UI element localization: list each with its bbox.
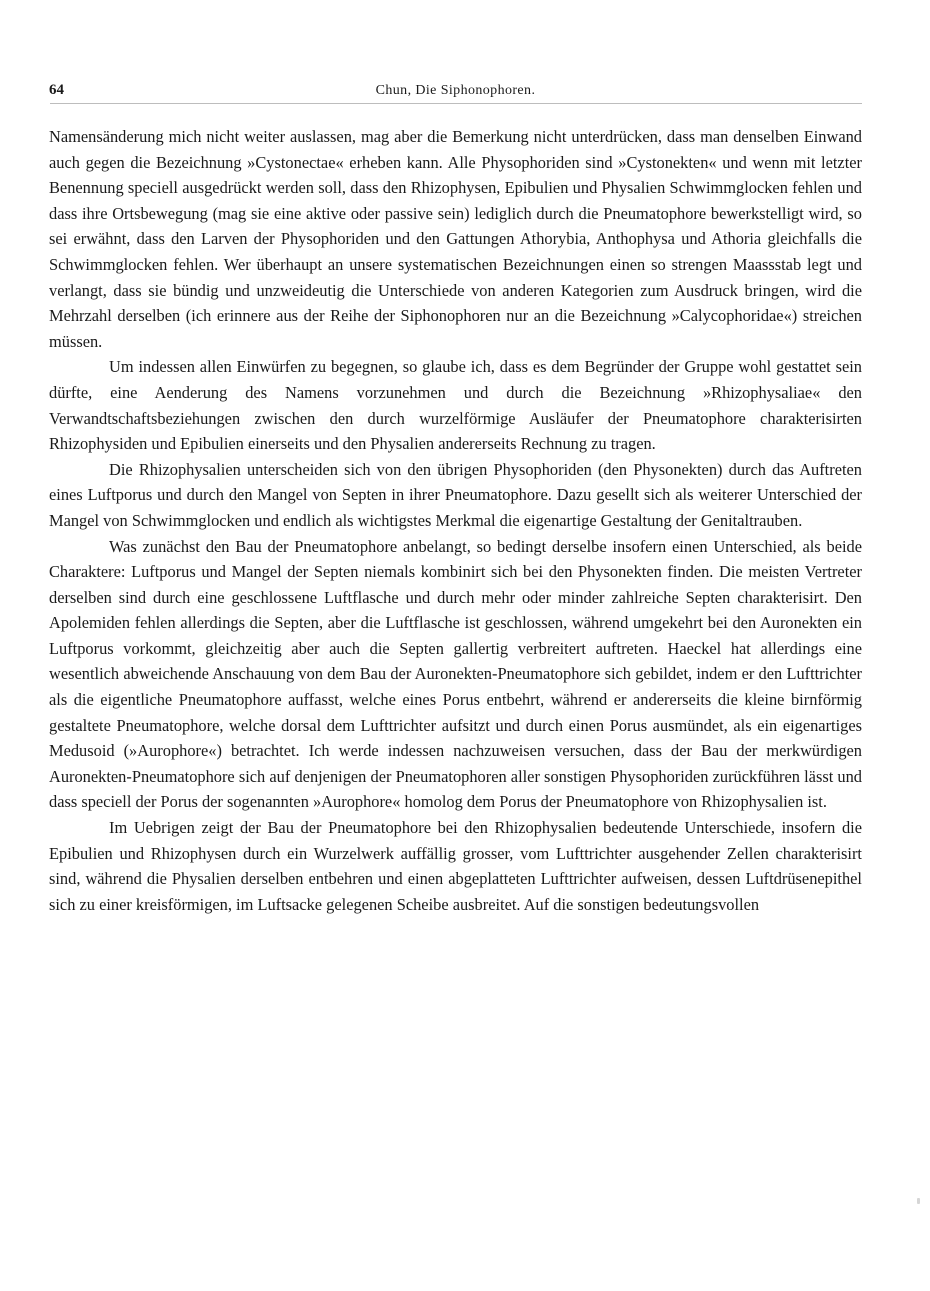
paragraph-3: Die Rhizophysalien unterscheiden sich von den übrigen Physophoriden (den Physonekten) durch das Auftreten eines Luftporus und durch den Mangel von Septen in ihrer Pneumatophore. Dazu gesellt sich als weiterer Unterschied der Mangel von Schwimmglocken und endlich als wichtigstes Merkmal die eigenartige Gestaltung der Genitaltrauben. (49, 459, 862, 530)
paragraph-1: Namensänderung mich nicht weiter auslassen, mag aber die Bemerkung nicht unterdrücken, dass man denselben Einwand auch gegen die Bezeichnung »Cystonectae« erheben kann. Alle Physophoriden sind »Cystonekten« und wenn mit letzter Benennung speciell ausgedrückt werden soll, dass den Rhizophysen, Epibulien und Physalien Schwimmglocken fehlen und dass ihre Ortsbewegung (mag sie eine aktive oder passive sein) lediglich durch die Pneumatophore bewerkstelligt wird, so sei erwähnt, dass den Larven der Physophoriden und den Gattungen Athorybia, Anthophysa und Athoria gleichfalls die Schwimmglocken fehlen. Wer überhaupt an unsere systematischen Bezeichnungen einen so strengen Maassstab legt und verlangt, dass sie bündig und unzweideutig die Unterschiede von anderen Kategorien zum Ausdruck bringen, wird die Mehrzahl derselben (ich erinnere aus der Reihe der Siphonophoren nur an die Bezeichnung »Calycophoridae«) streichen müssen. (49, 127, 862, 351)
paragraph-2: Um indessen allen Einwürfen zu begegnen, so glaube ich, dass es dem Begründer der Gruppe wohl gestattet sein dürfte, eine Aenderung des Namens vorzunehmen und durch die Bezeichnung »Rhizophysaliae« den Verwandtschaftsbeziehungen zwischen den durch wurzelförmige Ausläufer der Pneumatophore charakterisirten Rhizophysiden und Epibulien einerseits und den Physalien andererseits Rechnung zu tragen. (49, 357, 862, 454)
body-text (49, 124, 862, 917)
header-rule (50, 103, 862, 104)
scan-speck (917, 1198, 920, 1204)
page-number: 64 (49, 82, 64, 98)
running-title: Chun, Die Siphonophoren. (375, 83, 536, 98)
running-head (49, 82, 862, 104)
paragraph-5: Im Uebrigen zeigt der Bau der Pneumatophore bei den Rhizophysalien bedeutende Unterschiede, insofern die Epibulien und Rhizophysen durch ein Wurzelwerk auffällig grosser, vom Lufttrichter ausgehender Zellen charakterisirt sind, während die Physalien derselben entbehren und einen abgeplatteten Lufttrichter aufweisen, dessen Luftdrüsenepithel sich zu einer kreisförmigen, im Luftsacke gelegenen Scheibe ausbreitet. Auf die sonstigen bedeutungsvollen (49, 818, 862, 914)
paragraph-4: Was zunächst den Bau der Pneumatophore anbelangt, so bedingt derselbe insofern einen Unterschied, als beide Charaktere: Luftporus und Mangel der Septen niemals kombinirt sich bei den Physonekten finden. Die meisten Vertreter derselben sind durch eine geschlossene Luftflasche und durch mehr oder minder zahlreiche Septen charakterisirt. Den Apolemiden fehlen allerdings die Septen, aber die Luftflasche ist geschlossen, während umgekehrt bei den Auronekten ein Luftporus vorkommt, gleichzeitig aber auch die Septen gallertig verbreitert auftreten. Haeckel hat allerdings eine wesentlich abweichende Anschauung von dem Bau der Auronekten-Pneumatophore sich gebildet, indem er den Lufttrichter als die eigentliche Pneumatophore auffasst, welche eines Porus entbehrt, während er andererseits die kleine birnförmig gestaltete Pneumatophore, welche dorsal dem Lufttrichter aufsitzt und durch einen Porus ausmündet, als ein eigenartiges Medusoid (»Aurophore«) betrachtet. Ich werde indessen nachzuweisen versuchen, dass der Bau der merkwürdigen Auronekten-Pneumatophore sich auf denjenigen der Pneumatophoren aller sonstigen Physophoriden zurückführen lässt und dass speciell der Porus der sogenannten »Aurophore« homolog dem Porus der Pneumatophore von Rhizophysalien ist. (49, 536, 862, 812)
